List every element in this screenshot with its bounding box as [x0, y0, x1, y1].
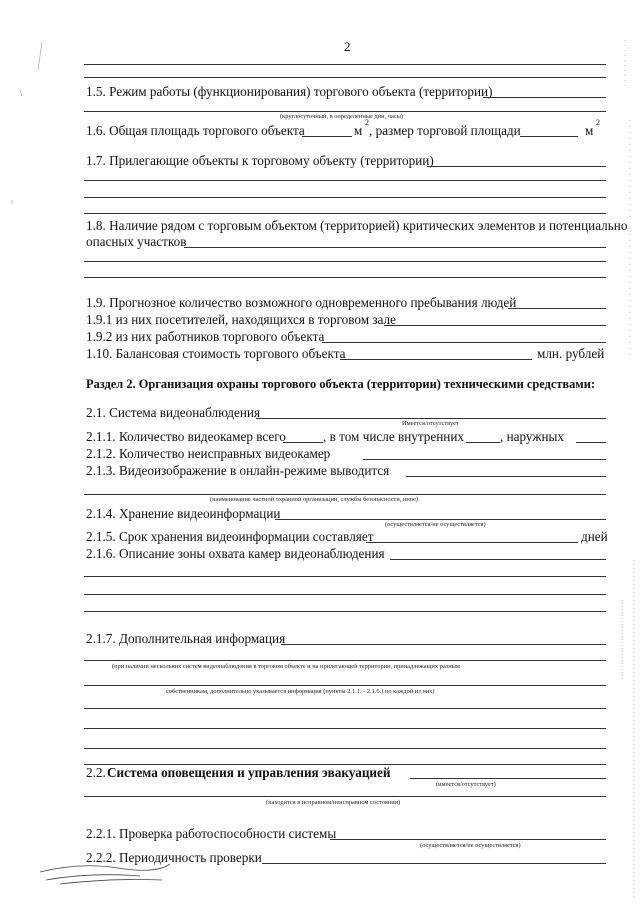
blank-line	[84, 197, 606, 198]
blank-line	[84, 277, 606, 278]
item-2-1-7-note-b: собственникам, дополнительно указывается информация (пункты 2.1.1. - 2.1.6.) по каждой из них)	[166, 688, 435, 695]
item-1-5-label: 1.5. Режим работы (функционирования) торгового объекта (территории)	[86, 84, 493, 99]
item-2-1-1-label-b: , в том числе внутренних	[323, 429, 464, 444]
blank-line	[84, 660, 606, 661]
item-2-2-2-field	[262, 863, 606, 864]
item-1-7-label: 1.7. Прилегающие объекты к торговому объекту (территории)	[86, 153, 434, 168]
item-2-1-2-label: 2.1.2. Количество неисправных видеокамер	[86, 446, 331, 461]
blank-line	[84, 576, 606, 577]
item-2-1-field	[256, 418, 606, 419]
item-2-1-note: Имеется/отсутствует	[402, 420, 459, 427]
item-1-8-field	[184, 247, 606, 248]
item-2-2-field	[410, 778, 606, 779]
cameras-total-field	[283, 442, 323, 443]
blank-line	[84, 685, 606, 686]
blank-line	[84, 261, 606, 262]
item-2-2-note-b: (находится в исправном/неисправном состоянии)	[266, 799, 401, 806]
item-2-2-2-label: 2.2.2. Периодичность проверки	[86, 850, 262, 865]
item-1-9-1-field	[384, 325, 606, 326]
item-2-2-1-label: 2.2.1. Проверка работоспособности системы	[86, 826, 337, 841]
unit-m-2: м	[585, 123, 594, 138]
item-2-1-6-field	[390, 559, 606, 560]
item-2-1-1-label: 2.1.1. Количество видеокамер всего	[86, 429, 286, 444]
item-2-1-3-label: 2.1.3. Видеоизображение в онлайн-режиме выводится	[86, 463, 390, 478]
blank-line	[84, 77, 606, 78]
item-2-1-4-note: (осуществляется/не осуществляется)	[385, 521, 486, 528]
item-2-1-label: 2.1. Система видеонаблюдения	[86, 405, 261, 420]
item-2-1-7-label: 2.1.7. Дополнительная информация	[86, 631, 286, 646]
blank-line	[84, 611, 606, 612]
item-2-1-3-field	[406, 476, 606, 477]
item-2-1-7-note-a: (при наличии нескольких систем видеонаблюдения в торговом объекте и на прилегающей территории, принадлежащих разным	[112, 663, 460, 670]
item-2-1-2-field	[363, 459, 606, 460]
item-1-9-label: 1.9. Прогнозное количество возможного одновременного пребывания людей	[86, 295, 517, 310]
blank-line	[84, 180, 606, 181]
unit-sup: 2	[365, 118, 369, 127]
blank-line	[84, 728, 606, 729]
signature-mark	[40, 864, 170, 884]
page-number: 2	[344, 39, 351, 54]
item-1-6-label-b: , размер торговой площади	[369, 123, 521, 138]
blank-line	[84, 748, 606, 749]
item-1-5-field	[483, 97, 606, 98]
item-2-1-4-label: 2.1.4. Хранение видеоинформации	[86, 506, 281, 521]
item-2-1-4-field	[275, 519, 606, 520]
blank-line	[84, 213, 606, 214]
blank-line	[84, 708, 606, 709]
item-2-1-5-label: 2.1.5. Срок хранения видеоинформации составляет	[86, 529, 374, 544]
blank-line	[84, 594, 606, 595]
section-2-heading: Раздел 2. Организация охраны торгового объекта (территории) техническими средствами:	[86, 377, 596, 391]
blank-line	[84, 111, 606, 112]
item-1-10-field	[340, 359, 532, 360]
item-2-2-1-note: (осуществляется/не осуществляется)	[420, 842, 521, 849]
cameras-inner-field	[466, 442, 500, 443]
item-2-2-1-field	[330, 839, 606, 840]
unit-sup-2: 2	[596, 118, 600, 127]
item-2-2-label: Система оповещения и управления эвакуацией	[107, 765, 391, 780]
item-1-7-field	[427, 166, 606, 167]
item-1-8-label-b: опасных участков	[86, 234, 187, 249]
item-1-10-label: 1.10. Балансовая стоимость торгового объекта	[86, 346, 346, 361]
unit-m: м	[354, 123, 363, 138]
trade-area-field	[520, 136, 578, 137]
item-2-1-6-label: 2.1.6. Описание зоны охвата камер видеонаблюдения	[86, 546, 385, 561]
item-1-8-label: 1.8. Наличие рядом с торговым объектом (территорией) критических элементов и потенциально	[86, 218, 628, 233]
item-2-1-3-note: (наименование частной охранной организации, службы безопасности, иное)	[210, 496, 419, 503]
total-area-field	[302, 136, 352, 137]
cameras-outer-field	[576, 442, 606, 443]
blank-line	[84, 64, 606, 65]
item-2-1-7-field	[281, 644, 606, 645]
item-2-1-5-field	[366, 542, 578, 543]
item-2-1-5-unit: дней	[581, 529, 608, 544]
item-2-1-1-label-c: , наружных	[500, 429, 564, 444]
item-1-9-2-field	[322, 342, 606, 343]
blank-line	[84, 494, 606, 495]
item-2-2-number: 2.2.	[86, 765, 106, 780]
item-1-9-field	[508, 308, 606, 309]
item-1-5-note: (круглосуточный, в определенные дни, часы)	[280, 113, 404, 120]
item-2-2-note-a: (имеется/отсутствует)	[436, 781, 496, 788]
item-1-9-1-label: 1.9.1 из них посетителей, находящихся в торговом зале	[86, 312, 396, 327]
item-1-6-label: 1.6. Общая площадь торгового объекта	[86, 123, 305, 138]
item-1-10-unit: млн. рублей	[537, 346, 605, 361]
item-1-9-2-label: 1.9.2 из них работников торгового объекта	[86, 329, 325, 344]
blank-line	[84, 796, 606, 797]
